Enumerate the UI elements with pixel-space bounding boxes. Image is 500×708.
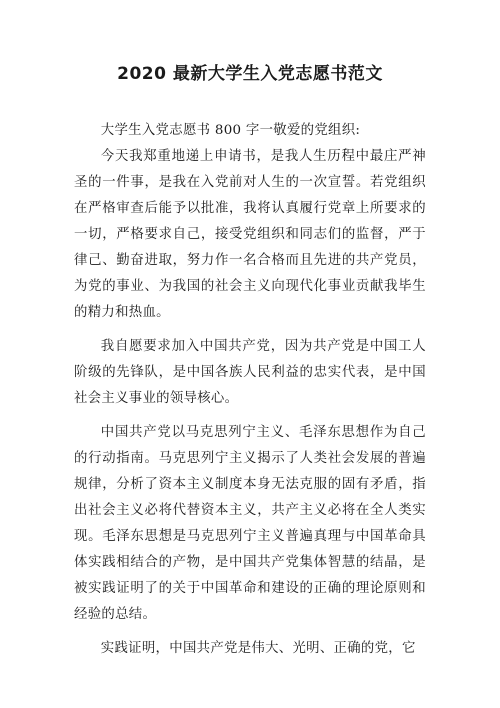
paragraph-salutation: 大学生入党志愿书 800 字一敬爱的党组织: <box>100 123 361 138</box>
document-title: 2020 最新大学生入党志愿书范文 <box>117 64 383 84</box>
paragraph-2: 我自愿要求加入中国共产党，因为共产党是中国工人阶级的先锋队，是中国各族人民利益的忠实代表，是中国社会主义事业的领导核心。 <box>74 339 426 406</box>
paragraph-3: 中国共产党以马克思列宁主义、毛泽东思想作为自己的行动指南。马克思列宁主义揭示了人类社会发展的普遍规律，分析了资本主义制度本身无法克服的固有矛盾，指出社会主义必将代替资本主义，共产主义必将在全人类实现。毛泽东思想是马克思列宁主义普遍真理与中国革命具体实践相结合的产物，是中国共产党集体智慧的结晶，是被实践证明了的关于中国革命和建设的正确的理论原则和经验的总结。 <box>74 425 426 622</box>
document-body <box>74 118 426 662</box>
paragraph-4: 实践证明，中国共产党是伟大、光明、正确的党，它 <box>100 641 416 656</box>
paragraph-1: 今天我郑重地递上申请书，是我人生历程中最庄严神圣的一件事，是我在入党前对人生的一次宣誓。若党组织在严格审查后能予以批准，我将认真履行党章上所要求的一切，严格要求自己，接受党组织和同志们的监督，严于律己、勤奋进取，努力作一名合格而且先进的共产党员，为党的事业、为我国的社会主义向现代化事业贡献我毕生的精力和热血。 <box>74 149 426 320</box>
